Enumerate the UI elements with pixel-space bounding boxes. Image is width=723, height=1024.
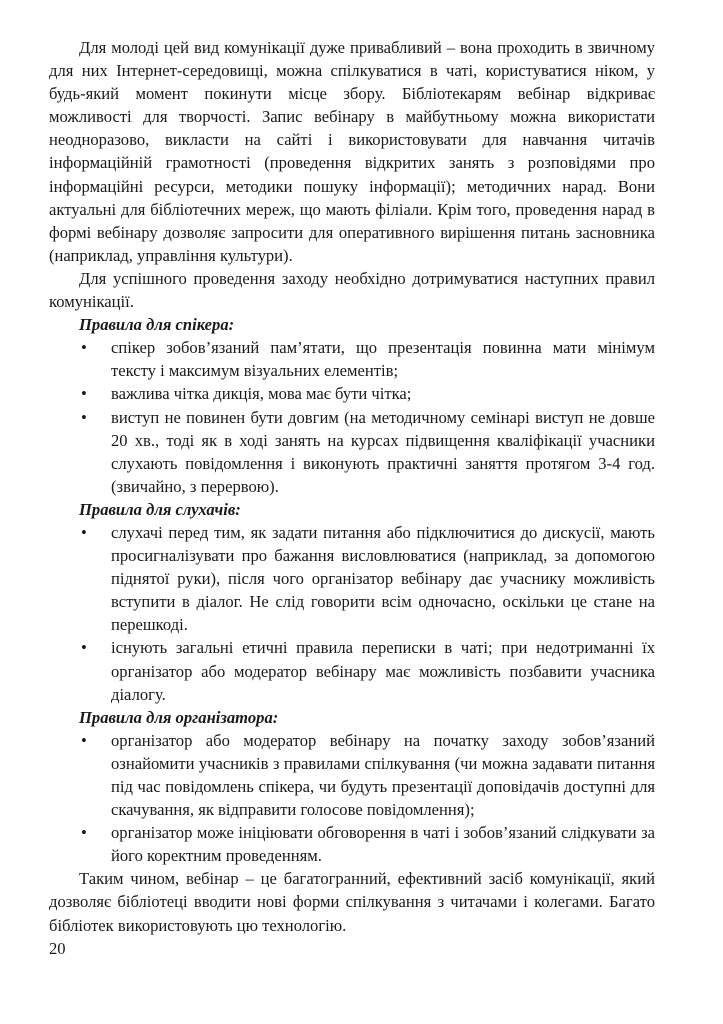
bullet-icon: • — [81, 384, 87, 404]
bullet-icon: • — [81, 638, 87, 658]
list-speaker-rules — [49, 336, 655, 498]
paragraph-conclusion: Таким чином, вебінар – це багатогранний, ефективний засіб комунікації, який дозволяє бібліотеці вводити нові форми спілкування з читачами і колегами. Багато бібліотек використовують цю технологію. — [49, 869, 655, 935]
heading-speaker-rules: Правила для спікера: — [79, 315, 235, 335]
page-body — [49, 36, 655, 937]
list-item: • спікер зобов’язаний пам’ятати, що презентація повинна мати мінімум тексту і максимум візуальних елементів; — [81, 338, 655, 381]
list-organizer-rules — [49, 729, 655, 868]
list-item: • існують загальні етичні правила переписки в чаті; при недотриманні їх організатор або модератор вебінару має можливість позбавити учасника діалогу. — [81, 638, 655, 704]
bullet-icon: • — [81, 823, 87, 843]
list-listener-rules — [49, 521, 655, 706]
list-item: • виступ не повинен бути довгим (на методичному семінарі виступ не довше 20 хв., тоді як в ході занять на курсах підвищення кваліфікації учасники слухають повідомлення і виконують практичні заняття протягом 3-4 год. (звичайно, з перервою). — [81, 407, 655, 496]
list-item: • слухачі перед тим, як задати питання або підключитися до дискусії, мають просигналізувати про бажання висловлюватися (наприклад, за допомогою піднятої руки), після чого організатор вебінару дає учаснику можливість вступити в діалог. Не слід говорити всім одночасно, оскільки це стане на перешкоді. — [81, 522, 655, 635]
list-item: • організатор або модератор вебінару на початку заходу зобов’язаний ознайомити учасників з правилами спілкування (чи можна задавати питання під час повідомлень спікера, чи будуть презентації доповідачів доступні для скачування, як відправити голосове повідомлення); — [81, 730, 655, 820]
bullet-icon: • — [81, 407, 87, 427]
list-item: • важлива чітка дикція, мова має бути чітка; — [49, 382, 655, 405]
paragraph-rules-lead: Для успішного проведення заходу необхідно дотримуватися наступних правил комунікації. — [49, 268, 655, 312]
heading-organizer-rules: Правила для організатора: — [79, 707, 279, 727]
list-item: • організатор може ініціювати обговорення в чаті і зобов’язаний слідкувати за його коректним проведенням. — [81, 823, 655, 866]
heading-listener-rules: Правила для слухачів: — [79, 499, 241, 519]
bullet-icon: • — [81, 522, 87, 542]
paragraph-intro: Для молоді цей вид комунікації дуже привабливий – вона проходить в звичному для них Інтернет-середовищі, можна спілкуватися в чаті, користуватися ніком, у будь-який момент покинути місце збору. Бібліотекарям вебінар відкриває можливості для творчості. Запис вебінару в майбутньому можна використати неодноразово, викласти на сайті і використовувати для навчання читачів інформаційній грамотності (проведення відкритих занять з розповідями про інформаційні ресурси, методики пошуку інформації); методичних нарад. Вони актуальні для бібліотечних мереж, що мають філіали. Крім того, проведення нарад в формі вебінару дозволяє запросити для оперативного вирішення питань засновника (наприклад, управління культури). — [49, 38, 655, 265]
bullet-icon: • — [81, 730, 87, 750]
page-number: 20 — [49, 939, 66, 958]
bullet-icon: • — [81, 338, 87, 358]
